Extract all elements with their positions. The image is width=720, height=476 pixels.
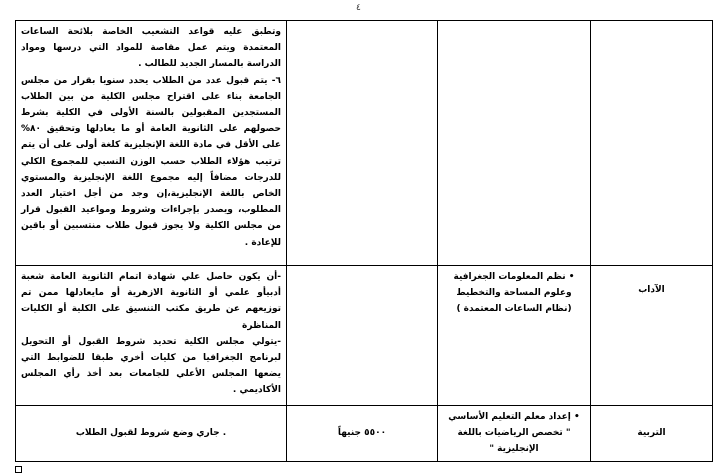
fee-cell bbox=[287, 266, 438, 406]
faculty-cell: الآداب bbox=[591, 266, 713, 406]
conditions-cell bbox=[16, 406, 287, 462]
page-number: ٤ bbox=[356, 3, 361, 13]
corner-marker bbox=[15, 466, 22, 473]
condition-text: -يتولي مجلس الكلية تحديد شروط القبول أو التحويل لبرنامج الجغرافيا من كليات أخري طبقا للضوابط التي يضعها المجلس الأعلي للجامعات بعد أخذ رأي المجلس الأكاديمي . bbox=[21, 336, 281, 396]
table-row bbox=[16, 406, 713, 462]
conditions-cell bbox=[16, 266, 287, 406]
program-title: • إعداد معلم التعليم الأساسي bbox=[448, 412, 580, 422]
faculty-cell bbox=[591, 21, 713, 266]
program-cell bbox=[438, 21, 591, 266]
conditions-cell bbox=[16, 21, 287, 266]
faculty-cell: التربية bbox=[591, 406, 713, 462]
program-title: • نظم المعلومات الجغرافية وعلوم المساحة والتخطيط bbox=[453, 272, 575, 299]
admission-table bbox=[15, 20, 713, 462]
program-cell bbox=[438, 266, 591, 406]
program-cell bbox=[438, 406, 591, 462]
condition-text: ٦- يتم قبول عدد من الطلاب يحدد سنويا بقرار من مجلس الجامعة بناء على اقتراح مجلس الكلية من بين الطلاب المستجدين المقبولين بالسنة الأولى في الكلية بشرط حصولهم على الثانوية العامة أو ما يعادلها وتحقيق ٨٠% على الأقل في مادة اللغة الإنجليزية كلغة أولى على أن يتم ترتيب هؤلاء الطلاب حسب الوزن النسبي للمجموع الكلي للدرجات مضافاً إليه مجموع اللغة الإنجليزية والمستوي الخاص باللغة الإنجليزية،إن وجد من أجل اختيار العدد المطلوب، ويصدر بإجراءات وشروط ومواعيد القبول قرار من مجلس الكلية ولا يجوز قبول طلاب منتسبين أو باقين للإعادة . bbox=[21, 75, 281, 248]
fee-cell: ٥٥٠٠ جنيهاً bbox=[287, 406, 438, 462]
table-row bbox=[16, 266, 713, 406]
fee-cell bbox=[287, 21, 438, 266]
condition-text: . جاري وضع شروط لقبول الطلاب bbox=[75, 428, 227, 439]
program-specialization: " تخصص الرياضيات باللغة الإنجليزية " bbox=[457, 428, 571, 455]
table-row bbox=[16, 21, 713, 266]
condition-text: -أن يكون حاصل علي شهادة اتمام الثانوية العامة شعبة أدبيأو علمي أو الثانوية الازهرية أو مايعادلها ممن تم توزيعهم عن طريق مكتب التنسيق على الكلية أو الكليات المناظرة bbox=[21, 272, 281, 331]
condition-text: وتطبق عليه قواعد التشعيب الخاصة بلائحة الساعات المعتمدة ويتم عمل مقاصة للمواد التي درسها ومواد الدراسة بالمسار الجديد للطالب . bbox=[21, 27, 281, 70]
program-system: (نظام الساعات المعتمدة ) bbox=[456, 304, 572, 315]
